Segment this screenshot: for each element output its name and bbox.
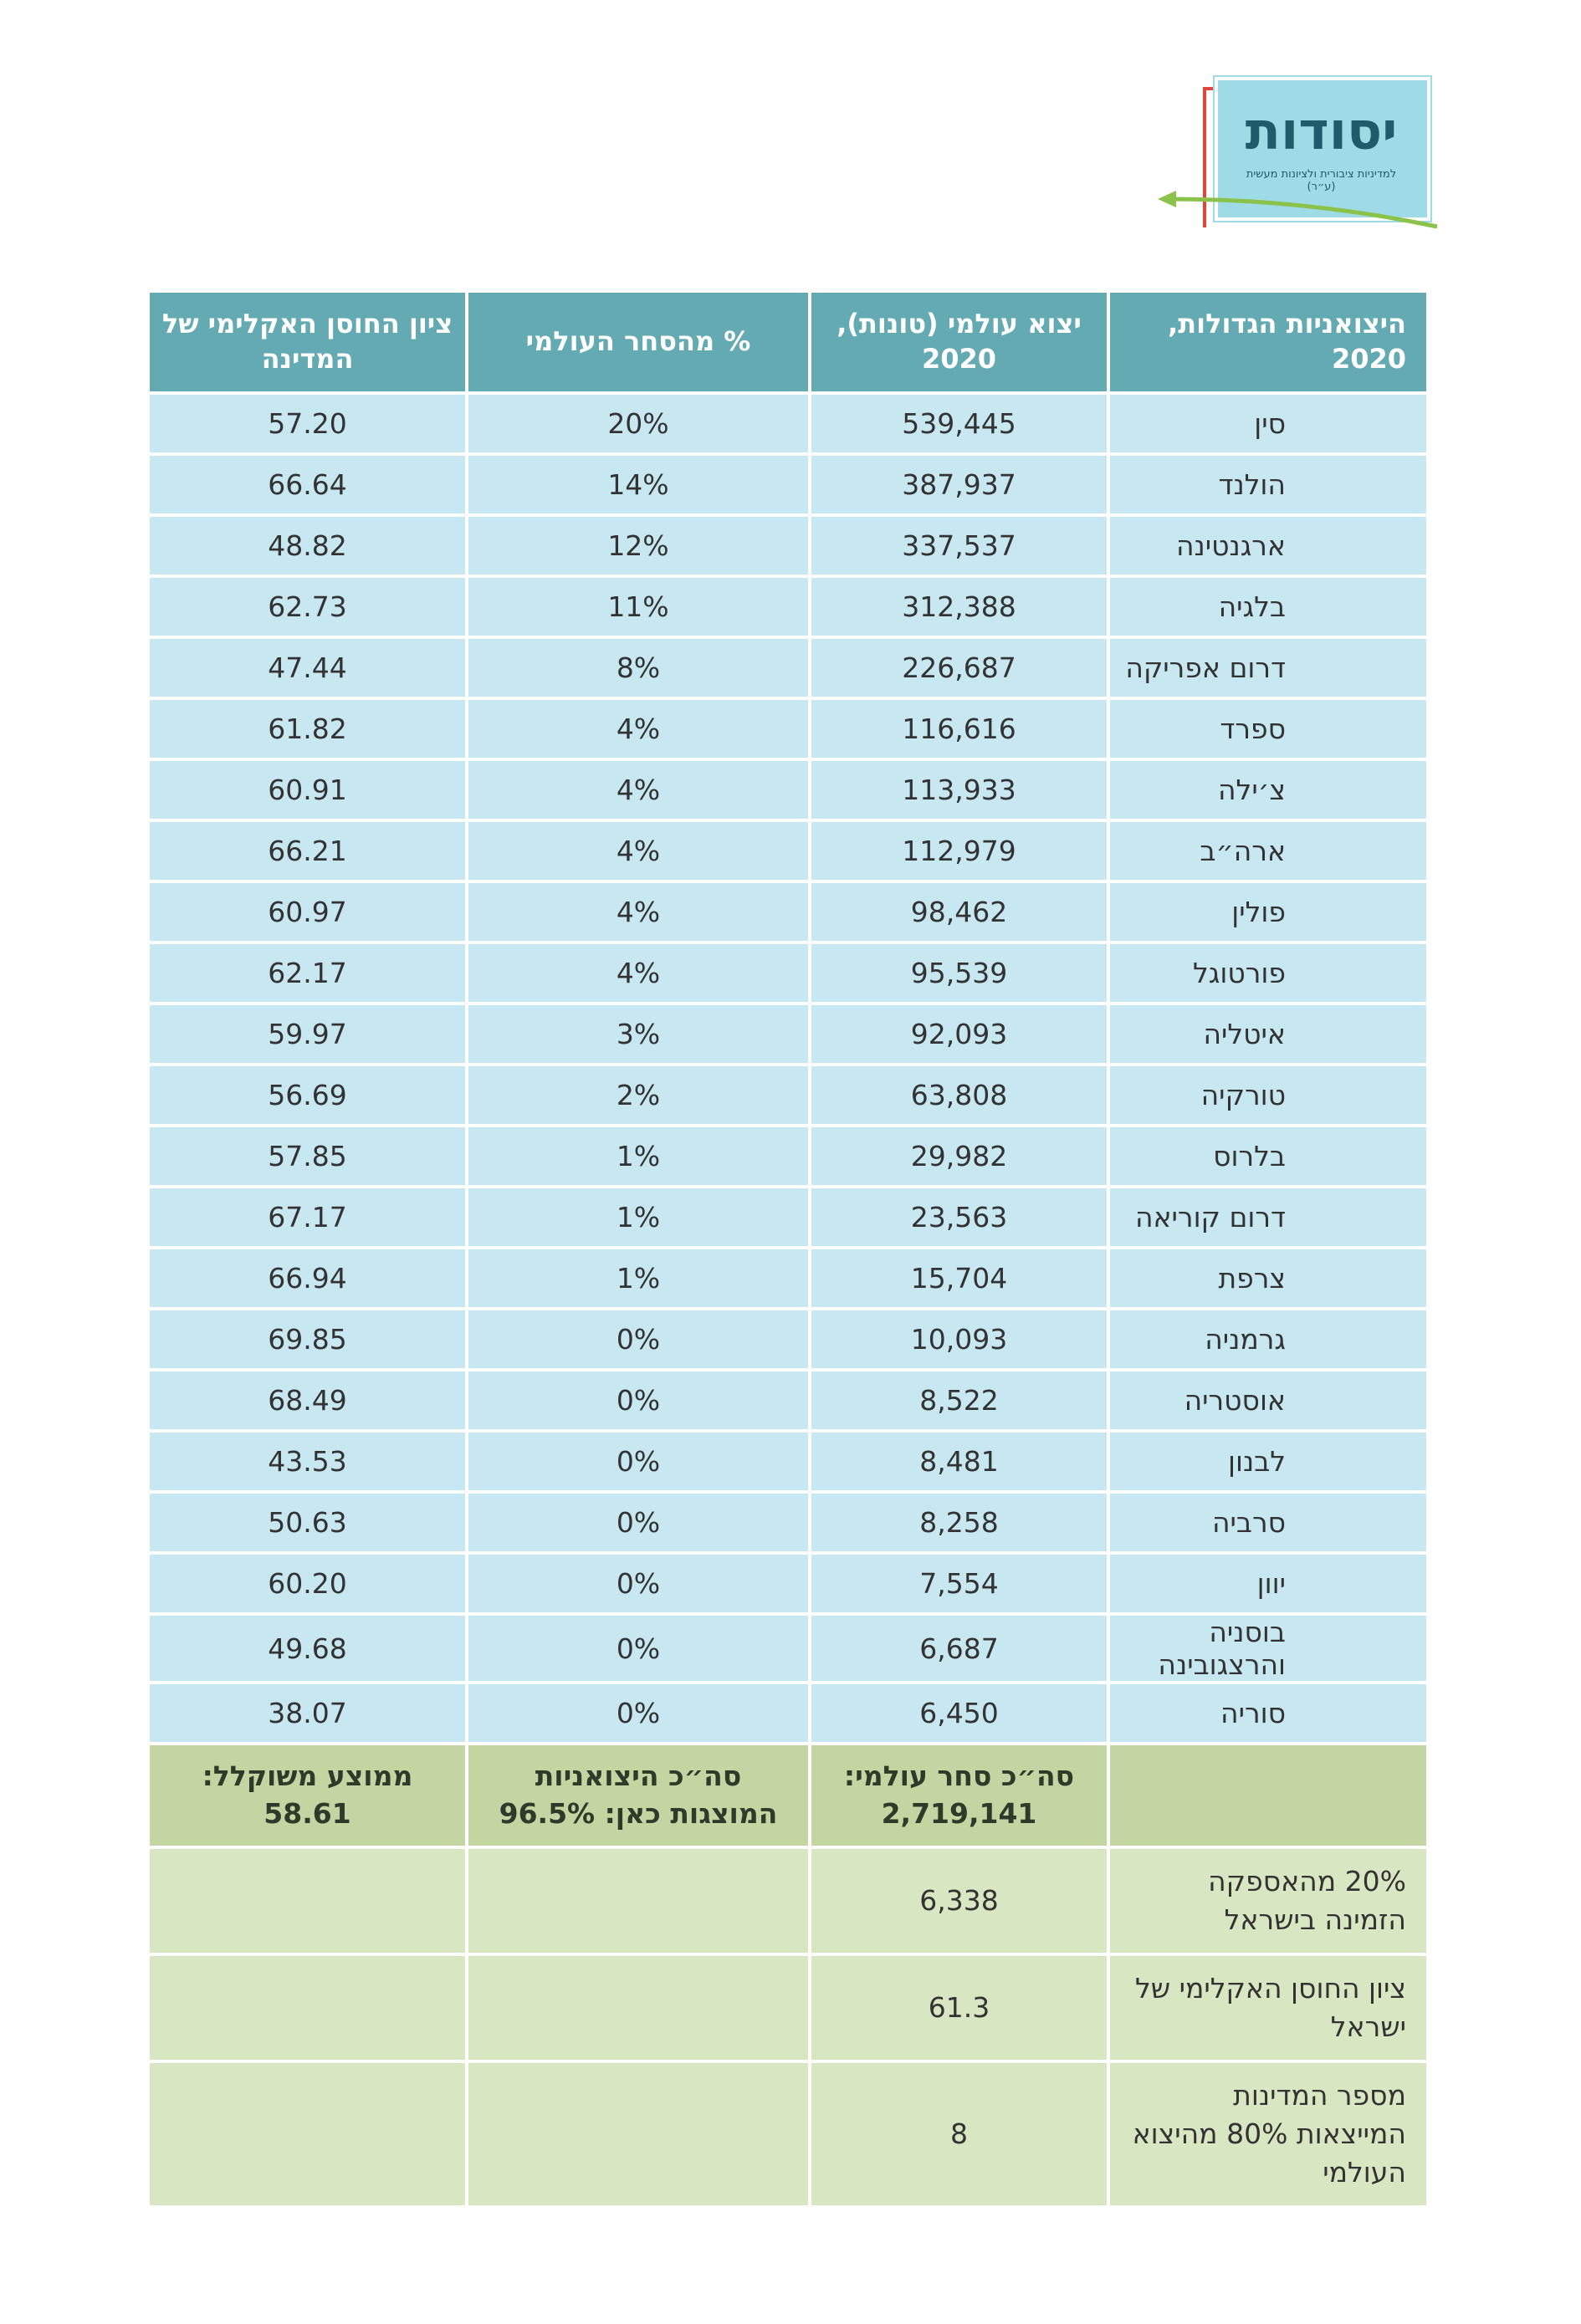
export-cell: 539,445 xyxy=(810,393,1108,454)
resilience-cell: 60.97 xyxy=(148,881,467,942)
export-cell: 6,687 xyxy=(810,1614,1108,1683)
share-cell: 4% xyxy=(467,759,810,820)
resilience-cell: 56.69 xyxy=(148,1065,467,1126)
logo-arrow-icon xyxy=(1154,181,1439,239)
table-row xyxy=(148,881,1428,942)
resilience-cell: 50.63 xyxy=(148,1492,467,1553)
share-cell: 0% xyxy=(467,1553,810,1614)
table-row xyxy=(148,1431,1428,1492)
country-cell: סרביה xyxy=(1108,1492,1428,1553)
table-row xyxy=(148,1683,1428,1744)
export-cell: 98,462 xyxy=(810,881,1108,942)
share-cell: 4% xyxy=(467,942,810,1004)
share-cell: 1% xyxy=(467,1248,810,1309)
export-cell: 113,933 xyxy=(810,759,1108,820)
logo-subtitle: למדיניות ציבורית ולציונות מעשית (ע״ר) xyxy=(1246,168,1397,193)
country-cell: צ׳ילה xyxy=(1108,759,1428,820)
extra-empty-cell xyxy=(148,2061,467,2207)
resilience-cell: 59.97 xyxy=(148,1004,467,1065)
country-cell: סוריה xyxy=(1108,1683,1428,1744)
share-cell: 4% xyxy=(467,698,810,759)
export-cell: 8,258 xyxy=(810,1492,1108,1553)
extra-empty-cell xyxy=(467,2061,810,2207)
export-cell: 116,616 xyxy=(810,698,1108,759)
extra-row xyxy=(148,1954,1428,2061)
resilience-cell: 43.53 xyxy=(148,1431,467,1492)
resilience-cell: 62.73 xyxy=(148,576,467,637)
country-cell: איטליה xyxy=(1108,1004,1428,1065)
share-cell: 0% xyxy=(467,1614,810,1683)
country-cell: יוון xyxy=(1108,1553,1428,1614)
export-cell: 8,481 xyxy=(810,1431,1108,1492)
country-cell: סין xyxy=(1108,393,1428,454)
share-cell: 3% xyxy=(467,1004,810,1065)
table-row xyxy=(148,1065,1428,1126)
export-cell: 7,554 xyxy=(810,1553,1108,1614)
extra-empty-cell xyxy=(467,1954,810,2061)
share-cell: 0% xyxy=(467,1431,810,1492)
export-cell: 226,687 xyxy=(810,637,1108,698)
resilience-cell: 57.85 xyxy=(148,1126,467,1187)
resilience-cell: 66.21 xyxy=(148,820,467,881)
table-row xyxy=(148,1492,1428,1553)
extra-label: 20% מהאספקה הזמינה בישראל xyxy=(1108,1847,1428,1954)
exporters-table xyxy=(146,289,1430,2209)
logo-title: יסודות xyxy=(1245,100,1398,161)
export-cell: 6,450 xyxy=(810,1683,1108,1744)
extra-empty-cell xyxy=(148,1847,467,1954)
share-cell: 12% xyxy=(467,515,810,576)
table-row xyxy=(148,637,1428,698)
country-cell: בלגיה xyxy=(1108,576,1428,637)
country-cell: ארה״ב xyxy=(1108,820,1428,881)
country-cell: דרום אפריקה xyxy=(1108,637,1428,698)
table-row xyxy=(148,393,1428,454)
logo xyxy=(1154,72,1439,239)
resilience-cell: 57.20 xyxy=(148,393,467,454)
table-row xyxy=(148,698,1428,759)
extra-empty-cell xyxy=(148,1954,467,2061)
table-row xyxy=(148,1126,1428,1187)
country-cell: הולנד xyxy=(1108,454,1428,515)
export-cell: 63,808 xyxy=(810,1065,1108,1126)
export-cell: 92,093 xyxy=(810,1004,1108,1065)
resilience-cell: 38.07 xyxy=(148,1683,467,1744)
share-cell: 0% xyxy=(467,1309,810,1370)
country-cell: טורקיה xyxy=(1108,1065,1428,1126)
extra-row xyxy=(148,2061,1428,2207)
country-cell: בוסניה והרצגובינה xyxy=(1108,1614,1428,1683)
totals-resilience: ממוצע משוקלל: 58.61 xyxy=(148,1744,467,1847)
share-cell: 8% xyxy=(467,637,810,698)
extra-value: 8 xyxy=(810,2061,1108,2207)
export-cell: 387,937 xyxy=(810,454,1108,515)
extra-row xyxy=(148,1847,1428,1954)
share-cell: 0% xyxy=(467,1370,810,1431)
export-cell: 10,093 xyxy=(810,1309,1108,1370)
resilience-cell: 62.17 xyxy=(148,942,467,1004)
table-row xyxy=(148,1370,1428,1431)
export-cell: 23,563 xyxy=(810,1187,1108,1248)
export-cell: 15,704 xyxy=(810,1248,1108,1309)
share-cell: 4% xyxy=(467,881,810,942)
table-row xyxy=(148,1187,1428,1248)
table-row xyxy=(148,1248,1428,1309)
table-row xyxy=(148,515,1428,576)
export-cell: 8,522 xyxy=(810,1370,1108,1431)
header-resilience: ציון החוסן האקלימי של המדינה xyxy=(148,291,467,393)
resilience-cell: 60.91 xyxy=(148,759,467,820)
share-cell: 0% xyxy=(467,1492,810,1553)
share-cell: 4% xyxy=(467,820,810,881)
share-cell: 11% xyxy=(467,576,810,637)
country-cell: צרפת xyxy=(1108,1248,1428,1309)
export-cell: 337,537 xyxy=(810,515,1108,576)
table-row xyxy=(148,1614,1428,1683)
table-row xyxy=(148,1309,1428,1370)
resilience-cell: 47.44 xyxy=(148,637,467,698)
export-cell: 29,982 xyxy=(810,1126,1108,1187)
table-row xyxy=(148,576,1428,637)
totals-export: סה״כ סחר עולמי: 2,719,141 xyxy=(810,1744,1108,1847)
extra-label: מספר המדינות המייצאות 80% מהיצוא העולמי xyxy=(1108,2061,1428,2207)
country-cell: בלרוס xyxy=(1108,1126,1428,1187)
extra-value: 6,338 xyxy=(810,1847,1108,1954)
resilience-cell: 68.49 xyxy=(148,1370,467,1431)
resilience-cell: 48.82 xyxy=(148,515,467,576)
share-cell: 1% xyxy=(467,1187,810,1248)
share-cell: 2% xyxy=(467,1065,810,1126)
extra-empty-cell xyxy=(467,1847,810,1954)
share-cell: 1% xyxy=(467,1126,810,1187)
country-cell: גרמניה xyxy=(1108,1309,1428,1370)
export-cell: 95,539 xyxy=(810,942,1108,1004)
totals-country xyxy=(1108,1744,1428,1847)
table-row xyxy=(148,820,1428,881)
table-row xyxy=(148,454,1428,515)
table-row xyxy=(148,1553,1428,1614)
table-row xyxy=(148,759,1428,820)
resilience-cell: 49.68 xyxy=(148,1614,467,1683)
country-cell: לבנון xyxy=(1108,1431,1428,1492)
export-cell: 312,388 xyxy=(810,576,1108,637)
country-cell: ספרד xyxy=(1108,698,1428,759)
header-export: יצוא עולמי (טונות), 2020 xyxy=(810,291,1108,393)
resilience-cell: 61.82 xyxy=(148,698,467,759)
extra-value: 61.3 xyxy=(810,1954,1108,2061)
resilience-cell: 66.64 xyxy=(148,454,467,515)
header-share: % מהסחר העולמי xyxy=(467,291,810,393)
share-cell: 20% xyxy=(467,393,810,454)
totals-share: סה״כ היצואניות המוצגות כאן: 96.5% xyxy=(467,1744,810,1847)
resilience-cell: 66.94 xyxy=(148,1248,467,1309)
header-country: היצואניות הגדולות, 2020 xyxy=(1108,291,1428,393)
extra-label: ציון החוסן האקלימי של ישראל xyxy=(1108,1954,1428,2061)
country-cell: ארגנטינה xyxy=(1108,515,1428,576)
share-cell: 0% xyxy=(467,1683,810,1744)
export-cell: 112,979 xyxy=(810,820,1108,881)
resilience-cell: 69.85 xyxy=(148,1309,467,1370)
country-cell: דרום קוריאה xyxy=(1108,1187,1428,1248)
table-row xyxy=(148,942,1428,1004)
totals-row xyxy=(148,1744,1428,1847)
table-header-row xyxy=(148,291,1428,393)
resilience-cell: 67.17 xyxy=(148,1187,467,1248)
country-cell: פורטוגל xyxy=(1108,942,1428,1004)
share-cell: 14% xyxy=(467,454,810,515)
resilience-cell: 60.20 xyxy=(148,1553,467,1614)
table-row xyxy=(148,1004,1428,1065)
country-cell: אוסטריה xyxy=(1108,1370,1428,1431)
country-cell: פולין xyxy=(1108,881,1428,942)
